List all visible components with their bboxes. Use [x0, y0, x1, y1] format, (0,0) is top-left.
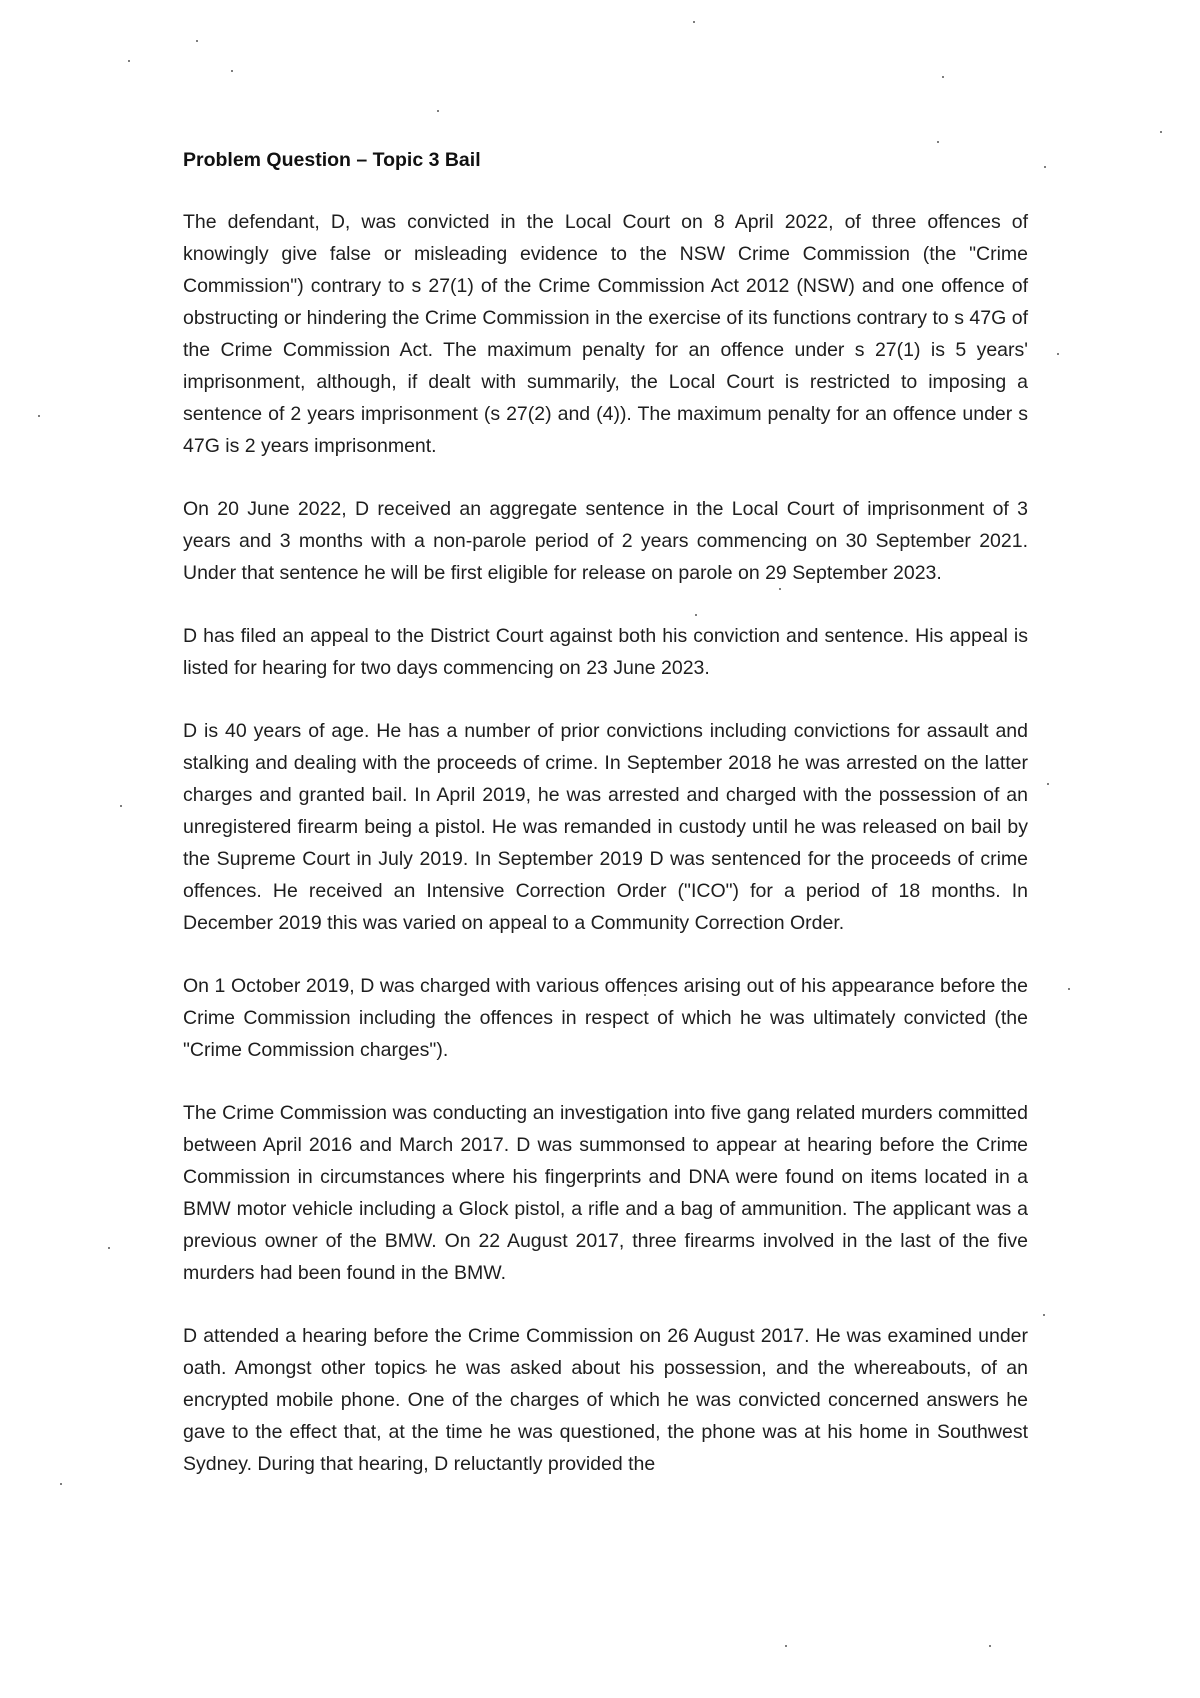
scan-speck [38, 415, 40, 417]
scan-speck [108, 1247, 110, 1249]
scan-speck [60, 1483, 62, 1485]
paragraph-conviction: The defendant, D, was convicted in the Local Court on 8 April 2022, of three offences of knowingly give false or misleading evidence to the NSW Crime Commission (the "Crime Commission") contrary to s 27(1) of the Crime Commission Act 2012 (NSW) and one offence of obstructing or hindering the Crime Commission in the exercise of its functions contrary to s 47G of the Crime Commission Act. The maximum penalty for an offence under s 27(1) is 5 years' imprisonment, although, if dealt with summarily, the Local Court is restricted to imposing a sentence of 2 years imprisonment (s 27(2) and (4)). The maximum penalty for an offence under s 47G is 2 years imprisonment. [183, 211, 1028, 457]
paragraph-sentence: On 20 June 2022, D received an aggregate sentence in the Local Court of imprisonment of 3 years and 3 months with a non-parole period of 2 years commencing on 30 September 2021. Under that sentence he will be first eligible for release on parole on 29 September 2023. [183, 498, 1028, 584]
paragraph-hearing: D attended a hearing before the Crime Commission on 26 August 2017. He was examined under oath. Amongst other topics he was asked about his possession, and the whereabouts, of an encrypted mobile phone. One of the charges of which he was convicted concerned answers he gave to the effect that, at the time he was questioned, the phone was at his home in Southwest Sydney. During that hearing, D reluctantly provided the [183, 1325, 1028, 1475]
scan-speck [1043, 1314, 1045, 1316]
document-body [183, 144, 1028, 1511]
paragraph-charges: On 1 October 2019, D was charged with various offences arising out of his appearance before the Crime Commission including the offences in respect of which he was ultimately convicted (the "Crime Commission charges"). [183, 975, 1028, 1061]
scan-speck [120, 805, 122, 807]
scan-speck [693, 21, 695, 23]
scan-speck [1047, 783, 1049, 785]
scan-speck [1044, 166, 1046, 168]
scan-speck [989, 1645, 991, 1647]
scan-speck [437, 110, 439, 112]
scan-speck [785, 1645, 787, 1647]
scan-speck [937, 141, 939, 143]
document-title: Problem Question – Topic 3 Bail [183, 149, 481, 171]
scan-speck [128, 60, 130, 62]
scan-speck [1068, 988, 1070, 990]
scan-speck [1160, 131, 1162, 133]
scan-speck [1057, 353, 1059, 355]
scan-speck [231, 70, 233, 72]
paragraph-prior-convictions: D is 40 years of age. He has a number of prior convictions including convictions for assault and stalking and dealing with the proceeds of crime. In September 2018 he was arrested on the latter charges and granted bail. In April 2019, he was arrested and charged with the possession of an unregistered firearm being a pistol. He was remanded in custody until he was released on bail by the Supreme Court in July 2019. In September 2019 D was sentenced for the proceeds of crime offences. He received an Intensive Correction Order ("ICO") for a period of 18 months. In December 2019 this was varied on appeal to a Community Correction Order. [183, 720, 1028, 934]
scan-speck [196, 40, 198, 42]
paragraph-investigation: The Crime Commission was conducting an investigation into five gang related murders committed between April 2016 and March 2017. D was summonsed to appear at hearing before the Crime Commission in circumstances where his fingerprints and DNA were found on items located in a BMW motor vehicle including a Glock pistol, a rifle and a bag of ammunition. The applicant was a previous owner of the BMW. On 22 August 2017, three firearms involved in the last of the five murders had been found in the BMW. [183, 1102, 1028, 1284]
paragraph-appeal: D has filed an appeal to the District Court against both his conviction and sentence. His appeal is listed for hearing for two days commencing on 23 June 2023. [183, 625, 1028, 679]
scan-speck [942, 76, 944, 78]
